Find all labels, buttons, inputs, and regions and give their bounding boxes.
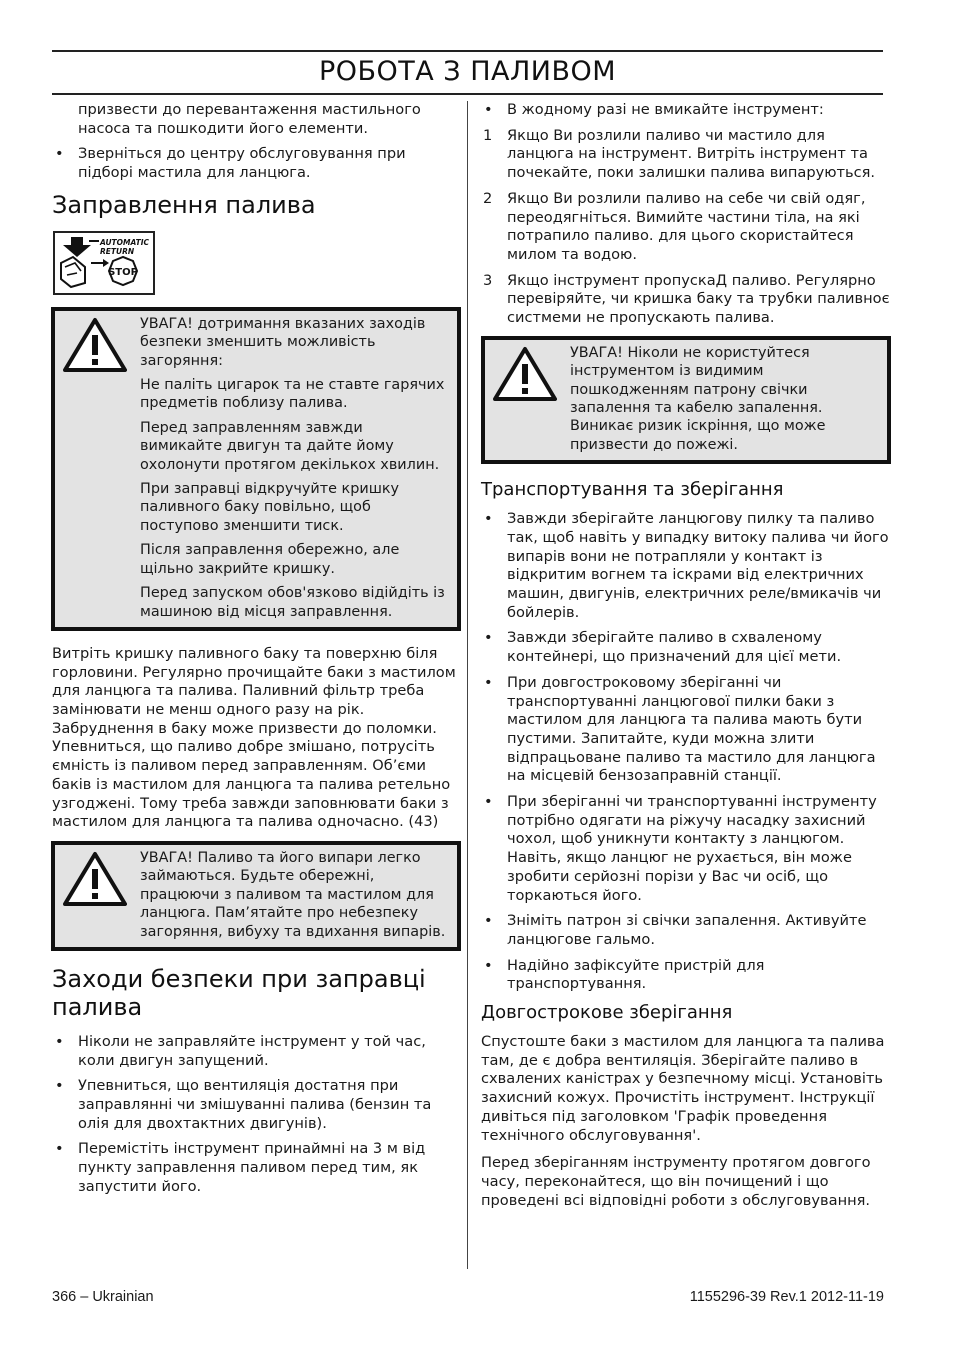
intro-bullet-list — [52, 145, 462, 182]
page-title: РОБОТА З ПАЛИВОМ — [318, 56, 617, 87]
item-number: 1 — [483, 126, 493, 144]
automatic-return-stop-icon — [53, 231, 155, 295]
header-rule-bottom — [52, 93, 883, 95]
column-divider — [467, 101, 468, 1269]
warning-triangle-icon — [63, 317, 127, 373]
icon-label-stop: STOP — [108, 266, 138, 278]
warning1-line: УВАГА! дотримання вказаних заходів безпеки зменшить можливість загоряння: — [140, 315, 426, 369]
list-item: • При зберіганні чи транспортуванні інструменту потрібно одягати на ріжучу насадку захисний чохол, щоб уникнути контакту з ланцюгом. Навіть, якщо ланцюг не рухається, він може зробити серйозні порізи у Вас чи осіб, що торкаються його. — [481, 793, 891, 905]
icon-label-return: RETURN — [100, 246, 135, 256]
section-title-refuelling: Заправлення палива — [52, 190, 316, 219]
warning1-line: Перед заправленням завжди вимикайте двигун та дайте йому охолонути протягом декількох хвилин. — [140, 419, 440, 473]
never-start-bullet-list — [481, 101, 891, 120]
icon-label-automatic: AUTOMATIC — [100, 237, 150, 247]
list-item: • Завжди зберігайте паливо в схваленому контейнері, що призначений для цієї мети. — [481, 629, 891, 666]
item-number: 2 — [483, 189, 493, 207]
warning3-text: УВАГА! Ніколи не користуйтеся інструментом із видимим пошкодженням патрону свічки запалення та кабелю запалення. Виникає ризик іскріння, що може призвести до пожежі. — [570, 344, 826, 453]
item-text: Якщо Ви розлили паливо чи мастило для ланцюга на інструмент. Витріть інструмент та почекайте, поки залишки палива випаруються. — [507, 126, 876, 182]
numbered-item — [481, 190, 891, 265]
numbered-item — [481, 127, 891, 183]
warning2-text: УВАГА! Паливо та його випари легко займаються. Будьте обережні, працюючи з паливом та мастилом для ланцюга. Пам’ятайте про небезпеку загоряння, вибуху та вдихання випарів. — [140, 849, 446, 940]
item-number: 3 — [483, 271, 493, 289]
list-item: • При довгостроковому зберіганні чи транспортуванні ланцюгової пилки баки з мастилом для ланцюга та палива мають бути пустими. Запитайте, куди можна злити відпрацьоване паливо та мастило для ланцюга на місцевій бензозаправній станції. — [481, 674, 891, 786]
list-item: • Упевниться, що вентиляція достатня при заправлянні чи змішуванні палива (бензин та олія для двохтактних двигунів). — [52, 1077, 462, 1133]
warning1-line: Перед запуском обов'язково відійдіть із машиною від місця заправлення. — [140, 585, 445, 620]
transport-storage-list — [481, 510, 891, 994]
numbered-item — [481, 272, 891, 328]
list-item: • Надійно зафіксуйте пристрій для транспортування. — [481, 957, 891, 994]
list-item: • Зніміть патрон зі свічки запалення. Активуйте ланцюгове гальмо. — [481, 912, 891, 949]
left-column — [52, 101, 462, 1204]
footer-document-id: 1155296-39 Rev.1 2012-11-19 — [689, 1289, 884, 1305]
warning-box-fire-safety — [51, 307, 461, 631]
footer-page-number: 366 – Ukrainian — [52, 1289, 154, 1305]
intro-continuation: призвести до перевантаження мастильного насоса та пошкодити його елементи. — [78, 101, 421, 137]
warning-box-spark-plug — [481, 336, 891, 464]
warning-box-fuel-vapour — [51, 841, 461, 951]
long-term-storage-paragraph: Спустоште баки з мастилом для ланцюга та палива там, де є добра вентиляція. Зберігайте паливо в схвалених каністрах у безпечному місці. Установіть захисний кожух. Прочистіть інструмент. Інструкції дивіться під заголовком 'Графік проведення технічного обслуговування'. — [481, 1033, 885, 1144]
list-item: • В жодному разі не вмикайте інструмент: — [481, 101, 891, 120]
item-text: Якщо Ви розлили паливо на себе чи свій одяг, переодягніться. Вимийте частини тіла, на які потрапило паливо. для цього скористайтеся милом та водою. — [507, 189, 866, 263]
warning-triangle-icon — [493, 346, 557, 402]
section-title-long-term-storage: Довгострокове зберігання — [481, 1002, 733, 1024]
refuelling-safety-list — [52, 1033, 462, 1197]
warning1-line: Не паліть цигарок та не ставте гарячих предметів поблизу палива. — [140, 377, 445, 412]
item-text: Якщо інструмент пропускаД паливо. Регулярно перевіряйте, чи кришка баку та трубки паливноє систмеми не пропускають палива. — [507, 271, 890, 327]
refuelling-body-paragraph: Витріть кришку паливного баку та поверхню біля горловини. Регулярно прочищайте баки з мастилом для ланцюга та палива. Паливний фільтр треба замінювати не менш одного разу на рік. Забруднення в баку може призвести до поломки. Упевниться, що паливо добре змішано, потрусіть ємність із паливом перед заправленням. Об’єми баків із мастилом для ланцюга та палива ретельно узгоджені. Тому треба завжди заповнювати баки з мастилом для ланцюга та палива одночасно. (43) — [52, 644, 456, 831]
warning1-line: Після заправлення обережно, але щільно закрийте кришку. — [140, 542, 400, 577]
intro-bullet: • Зверніться до центру обслуговування при підборі мастила для ланцюга. — [52, 145, 462, 182]
list-item: • Завжди зберігайте ланцюгову пилку та паливо так, щоб навіть у випадку витоку палива чи його випарів вони не потрапляли у контакт із відкритим вогнем та іскрами від електричних машин, двигунів, електричних реле/вмикачів чи бойлерів. — [481, 510, 891, 622]
warning-triangle-icon — [63, 851, 127, 907]
right-column — [481, 101, 891, 1219]
list-item: • Ніколи не заправляйте інструмент у той час, коли двигун запущений. — [52, 1033, 462, 1070]
section-title-refuelling-safety: Заходи безпеки при заправці палива — [52, 964, 426, 1021]
long-term-storage-paragraph: Перед зберіганням інструменту протягом довгого часу, переконайтеся, що він почищений і що проведені всі відповідні роботи з обслуговування. — [481, 1154, 871, 1209]
never-start-numbered-list — [481, 127, 891, 328]
section-title-transport-storage: Транспортування та зберігання — [481, 479, 784, 501]
list-item: • Перемістіть інструмент принаймні на 3 м від пункту заправлення паливом перед тим, як запустити його. — [52, 1140, 462, 1196]
warning1-line: При заправці відкручуйте кришку паливного баку повільно, щоб поступово зменшити тиск. — [140, 481, 400, 534]
